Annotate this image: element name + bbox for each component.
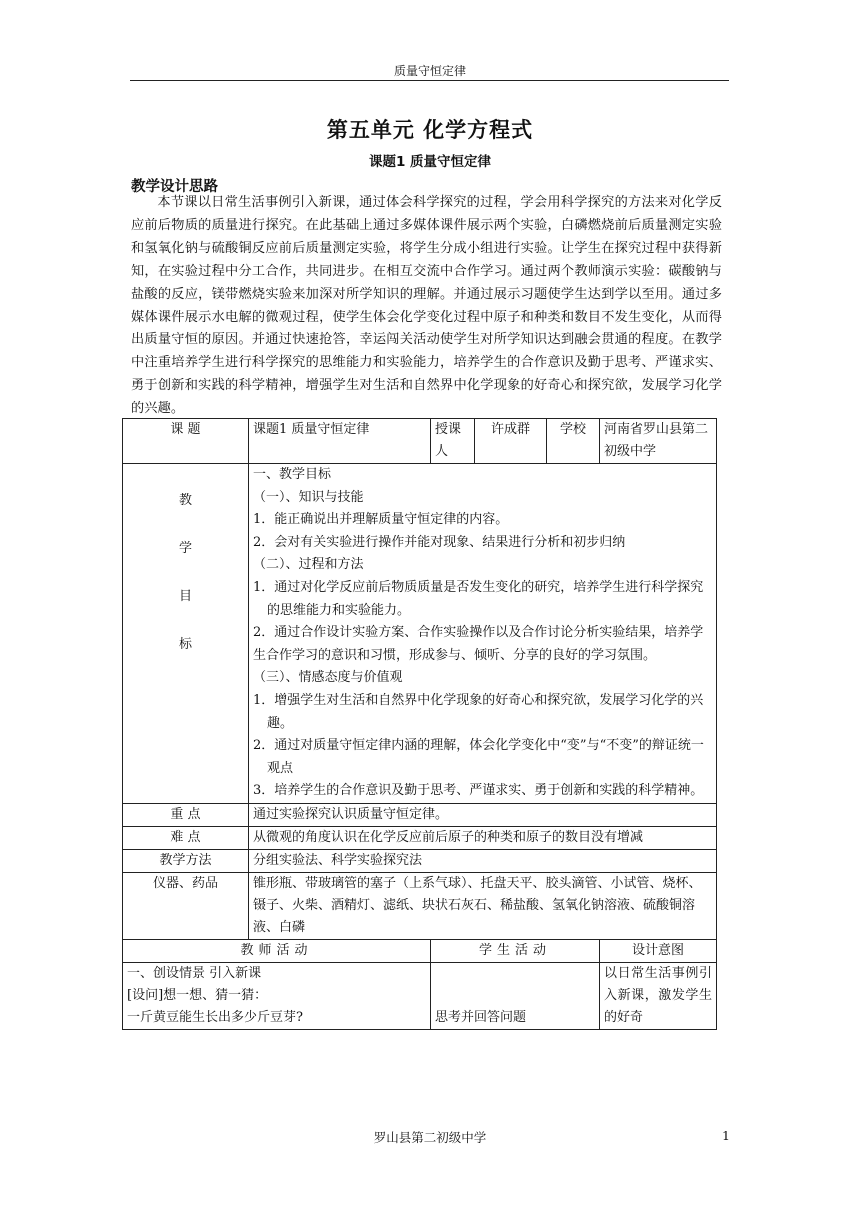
method-label: 教学方法 — [123, 849, 249, 872]
objective-item: 1．增强学生对生活和自然界中化学现象的好奇心和探究欲，发展学习化学的兴趣。 — [253, 692, 704, 731]
objectives-label-char: 学 — [178, 541, 192, 556]
design-heading: 教学设计思路 — [131, 179, 218, 195]
activity-header-row — [123, 939, 717, 962]
objectives-label-char: 标 — [178, 637, 192, 652]
teacher-activity — [123, 962, 431, 1029]
teacher-value: 许成群 — [475, 419, 547, 464]
header-rule — [130, 80, 729, 81]
student-activity-header: 学生活动 — [431, 939, 600, 962]
document-subtitle: 课题1 质量守恒定律 — [368, 154, 492, 170]
topic-label: 课 题 — [123, 419, 249, 464]
objective-heading: 一、教学目标 — [253, 467, 332, 482]
objective-item: 2．通过合作设计实验方案、合作实验操作以及合作讨论分析实验结果，培养学生合作学习的意识和习惯，形成参与、倾听、分享的良好的学习氛围。 — [253, 625, 704, 663]
running-header: 质量守恒定律 — [393, 64, 466, 78]
activity-row — [123, 962, 717, 1029]
method-row — [123, 849, 717, 872]
design-paragraph: 本节课以日常生活事例引入新课，通过体会科学探究的过程，学会用科学探究的方法来对化学反应前后物质的质量进行探究。在此基础上通过多媒体课件展示两个实验，白磷燃烧前后质量测定实验和氢氧化钠与硫酸铜反应前后质量测定实验，将学生分成小组进行实验。让学生在探究过程中获得新知，在实验过程中分工合作，共同进步。在相互交流中合作学习。通过两个教师演示实验：碳酸钠与盐酸的反应，镁带燃烧实验来加深对所学知识的理解。并通过展示习题使学生达到学以至用。通过多媒体课件展示水电解的微观过程，使学生体会化学变化过程中原子和种类和数目不发生变化，从而得出质量守恒的原因。并通过快速抢答，幸运闯关活动使学生对所学知识达到融会贯通的程度。在教学中注重培养学生进行科学探究的思维能力和实验能力，培养学生的合作意识及勤于思考、严谨求实、勇于创新和实践的科学精神，增强学生对生活和自然界中化学现象的好奇心和探究欲，发展学习化学的兴趣。 — [131, 195, 722, 417]
key-point-value: 通过实验探究认识质量守恒定律。 — [249, 803, 717, 826]
footer-school: 罗山县第二初级中学 — [373, 1130, 487, 1145]
teacher-activity-line: 一、创设情景 引入新课 — [127, 965, 262, 981]
lesson-plan-table — [122, 418, 717, 1030]
equipment-row — [123, 872, 717, 939]
info-row — [123, 419, 717, 464]
equipment-label: 仪器、药品 — [123, 872, 249, 939]
teacher-activity-header: 教师活动 — [123, 939, 431, 962]
objectives-label-char: 教 — [178, 493, 192, 508]
school-label: 学校 — [547, 419, 600, 464]
teacher-activity-line: 一斤黄豆能生长出多少斤豆芽? — [127, 1009, 303, 1025]
difficulty-row — [123, 826, 717, 849]
equipment-value: 锥形瓶、带玻璃管的塞子（上系气球）、托盘天平、胶头滴管、小试管、烧杯、镊子、火柴、酒精灯、滤纸、块状石灰石、稀盐酸、氢氧化钠溶液、硫酸铜溶液、白磷 — [249, 872, 717, 939]
teacher-activity-line: [设问]想一想、猜一猜： — [127, 987, 268, 1003]
objective-subheading: （三）、情感态度与价值观 — [253, 670, 403, 686]
key-point-label: 重 点 — [123, 803, 249, 826]
topic-value: 课题1 质量守恒定律 — [249, 419, 431, 464]
objective-item: 3．培养学生的合作意识及勤于思考、严谨求实、勇于创新和实践的科学精神。 — [253, 783, 704, 799]
objectives-label-char: 目 — [178, 589, 192, 604]
objective-item: 1．能正确说出并理解质量守恒定律的内容。 — [253, 512, 509, 528]
page-number: 1 — [722, 1128, 730, 1143]
method-value: 分组实验法、科学实验探究法 — [249, 849, 717, 872]
objective-item: 2．通过对质量守恒定律内涵的理解，体会化学变化中“变”与“不变”的辩证统一观点 — [253, 738, 704, 776]
design-intent-header: 设计意图 — [600, 939, 717, 962]
design-intent: 以日常生活事例引入新课，激发学生的好奇 — [600, 962, 717, 1029]
objectives-content — [249, 464, 717, 804]
difficulty-label: 难 点 — [123, 826, 249, 849]
objectives-label — [123, 464, 249, 804]
objective-item: 2．会对有关实验进行操作并能对现象、结果进行分析和初步归纳 — [253, 534, 626, 550]
objective-item: 1．通过对化学反应前后物质质量是否发生变化的研究，培养学生进行科学探究的思维能力和实验能力。 — [253, 579, 704, 618]
objective-subheading: （一）、知识与技能 — [253, 489, 364, 505]
difficulty-value: 从微观的角度认识在化学反应前后原子的种类和原子的数目没有增减 — [249, 826, 717, 849]
document-title: 第五单元 化学方程式 — [326, 118, 534, 142]
objective-subheading: （二）、过程和方法 — [253, 557, 364, 573]
key-point-row — [123, 803, 717, 826]
school-value: 河南省罗山县第二初级中学 — [600, 419, 717, 464]
teacher-label: 授课人 — [431, 419, 475, 464]
student-activity: 思考并回答问题 — [431, 962, 600, 1029]
objectives-row — [123, 464, 717, 804]
